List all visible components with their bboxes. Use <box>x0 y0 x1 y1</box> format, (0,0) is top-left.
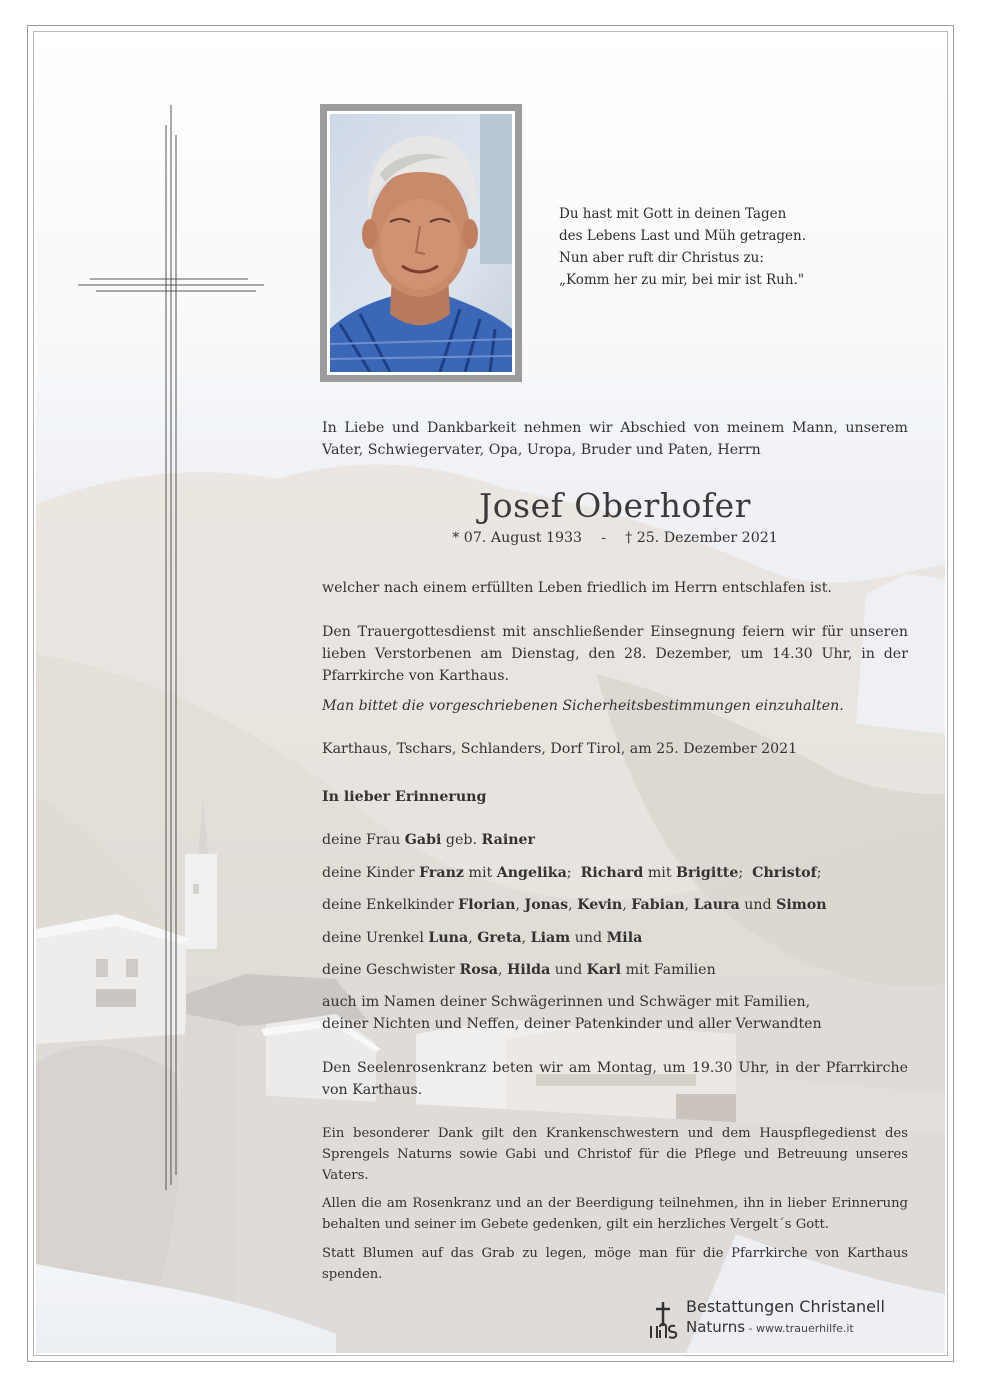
family-label: mit <box>463 865 497 881</box>
family-name: Christof <box>752 865 817 881</box>
funeral-text: Den Trauergottesdienst mit anschließender Einsegnung feiern wir für unseren lieben Verstorbenen am Dienstag, den 28. Dezember, um 14.30 Uhr, in der Pfarrkirche von Karthaus. <box>322 624 908 684</box>
family-name: Rainer <box>481 832 536 848</box>
birth-date: * 07. August 1933 <box>452 530 583 546</box>
dates-separator: - <box>601 530 606 546</box>
ihs-cross-icon <box>647 1300 679 1340</box>
rosary-text: Den Seelenrosenkranz beten wir am Montag, um 19.30 Uhr, in der Pfarrkirche von Karthaus. <box>322 1060 908 1098</box>
family-name: Richard <box>580 865 644 881</box>
deceased-name: Josef Oberhofer <box>479 486 751 525</box>
family-children <box>322 862 908 884</box>
family-name: Kevin <box>577 897 623 913</box>
family-name: Fabian <box>631 897 685 913</box>
family-label: ; <box>566 865 581 881</box>
family-label: und <box>550 962 587 978</box>
family-label: deine Geschwister <box>322 962 460 978</box>
family-label: und <box>739 897 777 913</box>
place-date: Karthaus, Tschars, Schlanders, Dorf Tirol, am 25. Dezember 2021 <box>322 741 798 757</box>
family-label: mit <box>643 865 677 881</box>
family-label: ; <box>738 865 753 881</box>
thanks-nurses: Ein besonderer Dank gilt den Krankenschwestern und dem Hauspflegedienst des Sprengels Naturns sowie Gabi und Christof für die Pflege und Betreuung unseres Vaters. <box>322 1126 908 1183</box>
family-name: Florian <box>458 897 516 913</box>
family-label: ; <box>816 865 822 881</box>
undertaker-name: Bestattungen Christanell <box>686 1297 885 1316</box>
family-label: und <box>570 930 607 946</box>
family-name: Karl <box>586 962 622 978</box>
family-name: Luna <box>428 930 469 946</box>
undertaker-town: Naturns <box>686 1318 746 1336</box>
intro-text: In Liebe und Dankbarkeit nehmen wir Abschied von meinem Mann, unserem Vater, Schwiegervater, Opa, Uropa, Bruder und Paten, Herrn <box>322 420 908 458</box>
url-separator: - <box>745 1322 756 1335</box>
verse-line: „Komm her zu mir, bei mir ist Ruh." <box>559 272 805 288</box>
family-wife <box>322 829 908 851</box>
family-siblings: deine Geschwister Rosa, Hilda und Karl mit Familien <box>322 962 716 978</box>
family-grandchildren: deine Enkelkinder Florian, Jonas, Kevin, Fabian, Laura und Simon <box>322 897 827 913</box>
family-label: deine Urenkel <box>322 930 429 946</box>
family-name: Mila <box>606 930 643 946</box>
family-name: Laura <box>693 897 740 913</box>
memory-heading: In lieber Erinnerung <box>322 789 487 805</box>
family-label: geb. <box>441 832 482 848</box>
flowers-note: Statt Blumen auf das Grab zu legen, möge man für die Pfarrkirche von Karthaus spenden. <box>322 1246 908 1282</box>
family-label: mit Familien <box>621 962 716 978</box>
family-name: Liam <box>530 930 571 946</box>
family-name: Jonas <box>524 897 569 913</box>
family-name: Simon <box>776 897 827 913</box>
family-name: Gabi <box>404 832 442 848</box>
verse-line: des Lebens Last und Müh getragen. <box>559 228 807 244</box>
undertaker-logo <box>647 1297 917 1347</box>
death-date: † 25. Dezember 2021 <box>625 530 778 546</box>
family-name: Greta <box>477 930 522 946</box>
family-label: deine Frau <box>322 832 405 848</box>
verse-line: Du hast mit Gott in deinen Tagen <box>559 206 787 222</box>
family-name: Angelika <box>496 865 567 881</box>
family-label: deine Enkelkinder <box>322 897 459 913</box>
family-great-grandchildren: deine Urenkel Luna, Greta, Liam und Mila <box>322 930 643 946</box>
family-name: Hilda <box>506 962 551 978</box>
portrait-frame <box>320 104 522 382</box>
life-dates <box>322 530 908 546</box>
cross-icon <box>78 105 264 1190</box>
safety-note: Man bittet die vorgeschriebenen Sicherheitsbestimmungen einzuhalten. <box>322 698 844 714</box>
family-relatives: auch im Namen deiner Schwägerinnen und Schwäger mit Familien, deiner Nichten und Neffen, deiner Patenkinder und aller Verwandten <box>322 994 822 1032</box>
undertaker-footer <box>686 1318 854 1336</box>
poem-verse <box>559 203 859 291</box>
family-name: Brigitte <box>676 865 739 881</box>
undertaker-url: www.trauerhilfe.it <box>756 1322 854 1335</box>
family-name: Franz <box>419 865 464 881</box>
portrait-photo <box>330 114 512 372</box>
family-label: deine Kinder <box>322 865 420 881</box>
family-name: Rosa <box>459 962 498 978</box>
peaceful-text: welcher nach einem erfüllten Leben friedlich im Herrn entschlafen ist. <box>322 580 832 596</box>
thanks-all: Allen die am Rosenkranz und an der Beerdigung teilnehmen, ihn in lieber Erinnerung behalten und seiner im Gebete gedenken, gilt ein herzliches Vergelt´s Gott. <box>322 1196 908 1232</box>
verse-line: Nun aber ruft dir Christus zu: <box>559 250 764 266</box>
